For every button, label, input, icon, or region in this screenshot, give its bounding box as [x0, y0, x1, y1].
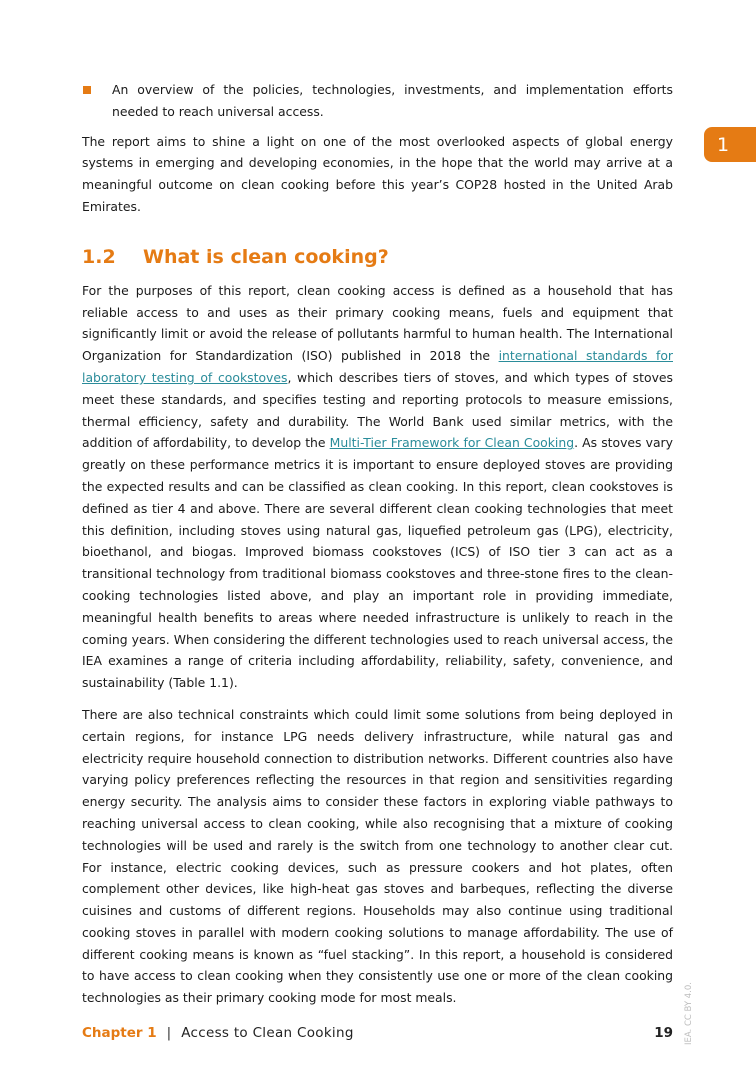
iso-standards-link[interactable]: international standards for laboratory testing of cookstoves: [82, 348, 673, 385]
page-body: [82, 79, 673, 1009]
paragraph-text: , which describes tiers of stoves, and which types of stoves meet these standards, and specifies testing and reporting protocols to measure emissions, thermal efficiency, safety and durability. The World Bank used similar metrics, with the addition of affordability, to develop the: [82, 369, 673, 451]
bullet-square-icon: [83, 86, 91, 94]
constraints-paragraph: There are also technical constraints which could limit some solutions from being deployed in certain regions, for instance LPG needs delivery infrastructure, while natural gas and electricity require household connection to distribution networks. Different countries also have varying policy preferences reflecting the resources in that region and sensitivities regarding energy security. The analysis aims to consider these factors in exploring viable pathways to reaching universal access to clean cooking, while also recognising that a mixture of cooking technologies will be used and rarely is the switch from one technology to another clear cut. For instance, electric cooking devices, such as pressure cookers and hot plates, often complement other devices, like high-heat gas stoves and barbeques, reflecting the diverse cuisines and customs of different regions. Households may also continue using traditional cooking stoves in parallel with modern cooking solutions to manage affordability. The use of different cooking means is known as “fuel stacking”. In this report, a household is considered to have access to clean cooking when they consistently use one or more of the clean cooking technologies as their primary cooking mode for most meals.: [82, 706, 673, 1006]
license-notice: IEA. CC BY 4.0.: [684, 982, 694, 1045]
footer-separator: |: [166, 1025, 172, 1041]
multi-tier-framework-link[interactable]: Multi-Tier Framework for Clean Cooking: [329, 435, 575, 451]
bullet-item: [82, 79, 673, 123]
section-number: 1.2: [82, 245, 116, 268]
chapter-tab: [704, 127, 756, 162]
paragraph-text: For the purposes of this report, clean cooking access is defined as a household that has reliable access to and uses as their primary cooking means, fuels and equipment that significantly limit or avoid the release of pollutants harmful to human health. The International Organization for Standardization (ISO) published in 2018 the: [82, 282, 673, 364]
page-footer: [82, 1023, 673, 1043]
intro-paragraph: The report aims to shine a light on one of the most overlooked aspects of global energy systems in emerging and developing economies, in the hope that the world may arrive at a meaningful outcome on clean cooking before this year’s COP28 hosted in the United Arab Emirates.: [82, 133, 673, 214]
page-number: 19: [654, 1025, 673, 1041]
chapter-tab-number: 1: [717, 133, 730, 156]
bullet-text: An overview of the policies, technologies, investments, and implementation efforts needed to reach universal access.: [112, 82, 673, 119]
section-heading: [82, 246, 673, 268]
footer-chapter-label: Chapter 1: [82, 1025, 157, 1041]
definition-paragraph: [82, 280, 673, 694]
paragraph-text: . As stoves vary greatly on these performance metrics it is important to ensure deployed stoves are providing the expected results and can be classified as clean cooking. In this report, clean cookstoves is defined as tier 4 and above. There are several different clean cooking technologies that meet this definition, including stoves using natural gas, liquefied petroleum gas (LPG), electricity, bioethanol, and biogas. Improved biomass cookstoves (ICS) of ISO tier 3 can act as a transitional technology from traditional biomass cookstoves and three-stone fires to the clean-cooking technologies listed above, and play an important role in providing immediate, meaningful health benefits to areas where needed infrastructure is unlikely to reach in the coming years. When considering the different technologies used to reach universal access, the IEA examines a range of criteria including affordability, reliability, safety, convenience, and sustainability (Table 1.1).: [82, 435, 673, 691]
footer-chapter-title: Access to Clean Cooking: [181, 1025, 354, 1041]
section-title: What is clean cooking?: [143, 245, 389, 268]
